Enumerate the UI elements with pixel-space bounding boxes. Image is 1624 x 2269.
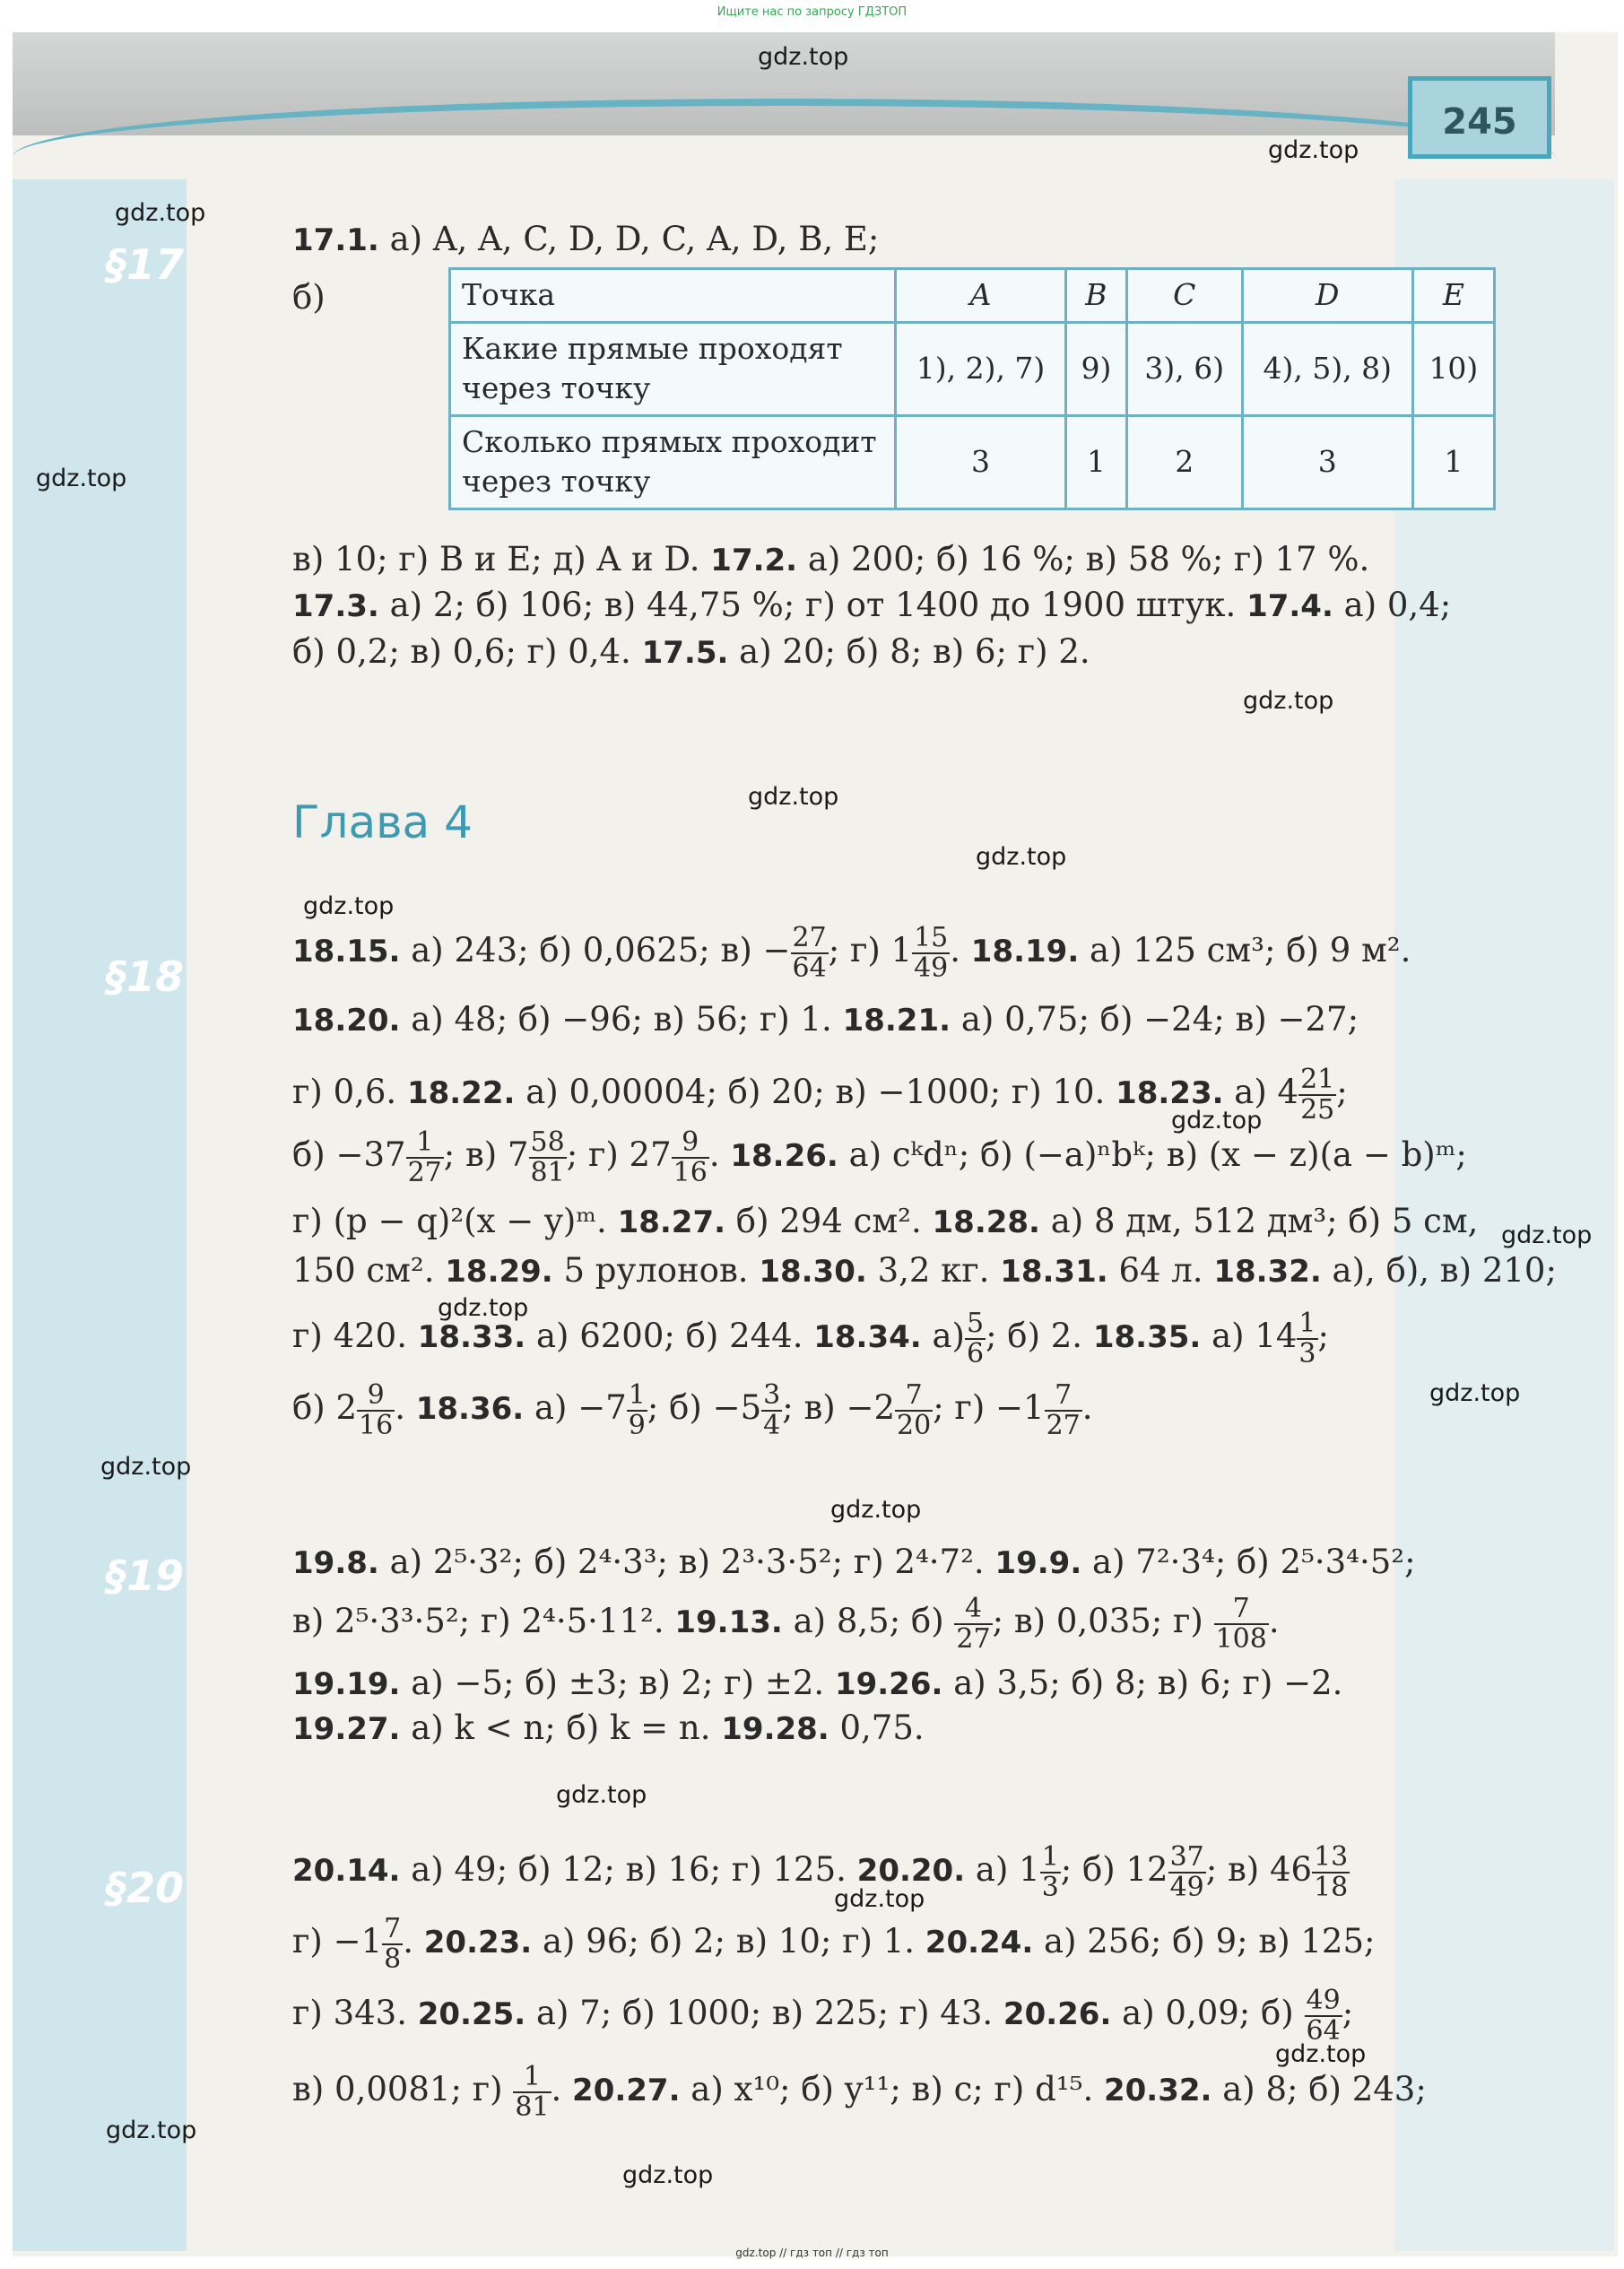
table-cell: 3), 6) — [1126, 322, 1242, 415]
answer-line: б) — [292, 278, 326, 317]
watermark: gdz.top — [100, 1453, 192, 1481]
fraction: $\frac{9}{16}$ — [673, 1126, 708, 1188]
table-cell: B — [1066, 269, 1127, 323]
watermark: gdz.top — [834, 1885, 925, 1913]
table-cell: 3 — [1242, 415, 1412, 509]
table-cell: C — [1126, 269, 1242, 323]
watermark: gdz.top — [1171, 1107, 1263, 1134]
answer-line: в) 0,0081; г) $\frac{1}{81}$ . 20.27. а) x¹⁰; б) y¹¹; в) c; г) d¹⁵. 20.32. а) 8; б) 243; — [292, 2061, 1427, 2123]
table-cell: E — [1412, 269, 1494, 323]
fraction: $\frac{21}{25}$ — [1300, 1064, 1335, 1126]
fraction: $\frac{7}{108}$ — [1215, 1593, 1267, 1655]
watermark: gdz.top — [1268, 136, 1359, 164]
answer-line: г) 343. 20.25. а) 7; б) 1000; в) 225; г) 43. 20.26. а) 0,09; б) $\frac{49}{64}$ ; — [292, 1985, 1354, 2047]
answer-line: б) 0,2; в) 0,6; г) 0,4. 17.5. а) 20; б) 8; в) 6; г) 2. — [292, 632, 1090, 671]
answer-line: 19.27. а) k < n; б) k = n. 19.28. 0,75. — [292, 1708, 925, 1747]
table-row — [450, 415, 1495, 509]
section-label-20: §20 — [106, 1864, 185, 1912]
fraction: $\frac{3}{4}$ — [763, 1379, 781, 1441]
answer-line: 19.19. а) −5; б) ±3; в) 2; г) ±2. 19.26. а) 3,5; б) 8; в) 6; г) −2. — [292, 1664, 1343, 1702]
watermark: gdz.top — [303, 892, 395, 920]
watermark: gdz.top — [976, 843, 1067, 871]
table-cell: 4), 5), 8) — [1242, 322, 1412, 415]
fraction: $\frac{1}{9}$ — [628, 1379, 646, 1441]
points-table — [448, 267, 1496, 510]
fraction: $\frac{7}{8}$ — [384, 1913, 402, 1975]
watermark: gdz.top — [622, 2161, 714, 2189]
answer-line: г) −1 $\frac{7}{8}$ . 20.23. а) 96; б) 2; в) 10; г) 1. 20.24. а) 256; б) 9; в) 125; — [292, 1913, 1376, 1975]
section-label-17: §17 — [106, 240, 185, 289]
watermark: gdz.top — [748, 783, 839, 811]
fraction: $\frac{7}{20}$ — [897, 1379, 932, 1441]
table-cell: A — [896, 269, 1066, 323]
answer-line: в) 10; г) B и E; д) A и D. 17.2. а) 200; б) 16 %; в) 58 %; г) 17 %. — [292, 540, 1370, 578]
table-row — [450, 322, 1495, 415]
answer-line: б) −37 $\frac{1}{27}$ ; в) 7 $\frac{58}{81}$ ; г) 27 $\frac{9}{16}$ . 18.26. а) cᵏdⁿ; б) (−a)ⁿbᵏ; в) (x − z)(a − b)ᵐ; — [292, 1126, 1467, 1188]
fraction: $\frac{37}{49}$ — [1169, 1841, 1204, 1903]
section-label-18: §18 — [106, 952, 185, 1001]
answer-line: 17.3. а) 2; б) 106; в) 44,75 %; г) от 1400 до 1900 штук. 17.4. а) 0,4; — [292, 586, 1452, 624]
watermark: gdz.top — [1501, 1221, 1593, 1249]
fraction: $\frac{49}{64}$ — [1306, 1985, 1341, 2047]
watermark: gdz.top — [106, 2117, 197, 2144]
fraction: $\frac{1}{81}$ — [515, 2061, 550, 2123]
table-cell: Сколько прямых проходит через точку — [450, 415, 896, 509]
fraction: $\frac{1}{3}$ — [1041, 1841, 1059, 1903]
answer-line: 150 см². 18.29. 5 рулонов. 18.30. 3,2 кг. 18.31. 64 л. 18.32. а), б), в) 210; — [292, 1251, 1557, 1290]
table-cell: 3 — [896, 415, 1066, 509]
answer-line: 17.1. а) A, A, C, D, D, C, A, D, B, E; — [292, 220, 880, 258]
answer-line: 19.8. а) 2⁵·3²; б) 2⁴·3³; в) 2³·3·5²; г) 2⁴·7². 19.9. а) 7²·3⁴; б) 2⁵·3⁴·5²; — [292, 1543, 1416, 1581]
top-note: Ищите нас по запросу ГДЗТОП — [716, 5, 908, 19]
fraction: $\frac{9}{16}$ — [359, 1379, 394, 1441]
fraction: $\frac{13}{18}$ — [1314, 1841, 1349, 1903]
answer-line: в) 2⁵·3³·5²; г) 2⁴·5·11². 19.13. а) 8,5; б) $\frac{4}{27}$ ; в) 0,035; г) $\frac{7}{108}$ . — [292, 1593, 1280, 1655]
watermark: gdz.top — [1243, 687, 1334, 715]
fraction: $\frac{4}{27}$ — [956, 1593, 991, 1655]
chapter-title: Глава 4 — [292, 796, 473, 848]
table-cell: 9) — [1066, 322, 1127, 415]
fraction: $\frac{15}{49}$ — [914, 922, 949, 984]
fraction: $\frac{5}{6}$ — [966, 1308, 985, 1369]
answer-line: б) 2 $\frac{9}{16}$ . 18.36. а) −7 $\frac{1}{9}$ ; б) −5 $\frac{3}{4}$ ; в) −2 $\frac{7}{20}$ ; г) −1 $\frac{7}{27}$ . — [292, 1379, 1093, 1441]
bottom-note: gdz.top // гдз топ // гдз топ — [735, 2247, 889, 2259]
page-number: 245 — [1408, 76, 1551, 159]
watermark: gdz.top — [556, 1781, 647, 1809]
watermark: gdz.top — [438, 1294, 529, 1322]
watermark: gdz.top — [115, 199, 206, 227]
section-label-19: §19 — [106, 1552, 185, 1600]
table-cell: 10) — [1412, 322, 1494, 415]
table-cell: 1 — [1412, 415, 1494, 509]
fraction: $\frac{27}{64}$ — [792, 922, 827, 984]
table-cell: D — [1242, 269, 1412, 323]
fraction: $\frac{1}{27}$ — [407, 1126, 442, 1188]
table-cell: 2 — [1126, 415, 1242, 509]
fraction: $\frac{58}{81}$ — [530, 1126, 565, 1188]
watermark: gdz.top — [1275, 2040, 1367, 2068]
watermark: gdz.top — [758, 43, 849, 71]
table-cell: Какие прямые проходят через точку — [450, 322, 896, 415]
answer-line: 20.14. а) 49; б) 12; в) 16; г) 125. 20.20. а) 1 $\frac{1}{3}$ ; б) 12 $\frac{37}{49}$ ; в) 46 $\frac{13}{18}$ — [292, 1841, 1349, 1903]
watermark: gdz.top — [1429, 1379, 1521, 1407]
fraction: $\frac{7}{27}$ — [1046, 1379, 1081, 1441]
fraction: $\frac{1}{3}$ — [1298, 1308, 1316, 1369]
answer-line: 18.15. а) 243; б) 0,0625; в) − $\frac{27}{64}$ ; г) 1 $\frac{15}{49}$ . 18.19. а) 125 см³; б) 9 м². — [292, 922, 1411, 984]
table-cell: 1), 2), 7) — [896, 322, 1066, 415]
table-cell: 1 — [1066, 415, 1127, 509]
watermark: gdz.top — [36, 465, 127, 492]
answer-line: г) 420. 18.33. а) 6200; б) 244. 18.34. а) $\frac{5}{6}$ ; б) 2. 18.35. а) 14 $\frac{1}{3}$ ; — [292, 1308, 1329, 1369]
answer-line: г) (p − q)²(x − y)ᵐ. 18.27. б) 294 см². 18.28. а) 8 дм, 512 дм³; б) 5 см, — [292, 1202, 1479, 1240]
table-cell: Точка — [450, 269, 896, 323]
table-row — [450, 269, 1495, 323]
answer-line: 18.20. а) 48; б) −96; в) 56; г) 1. 18.21. а) 0,75; б) −24; в) −27; — [292, 1000, 1359, 1039]
answer-line: г) 0,6. 18.22. а) 0,00004; б) 20; в) −1000; г) 10. 18.23. а) 4 $\frac{21}{25}$ ; — [292, 1064, 1348, 1126]
watermark: gdz.top — [830, 1496, 922, 1524]
